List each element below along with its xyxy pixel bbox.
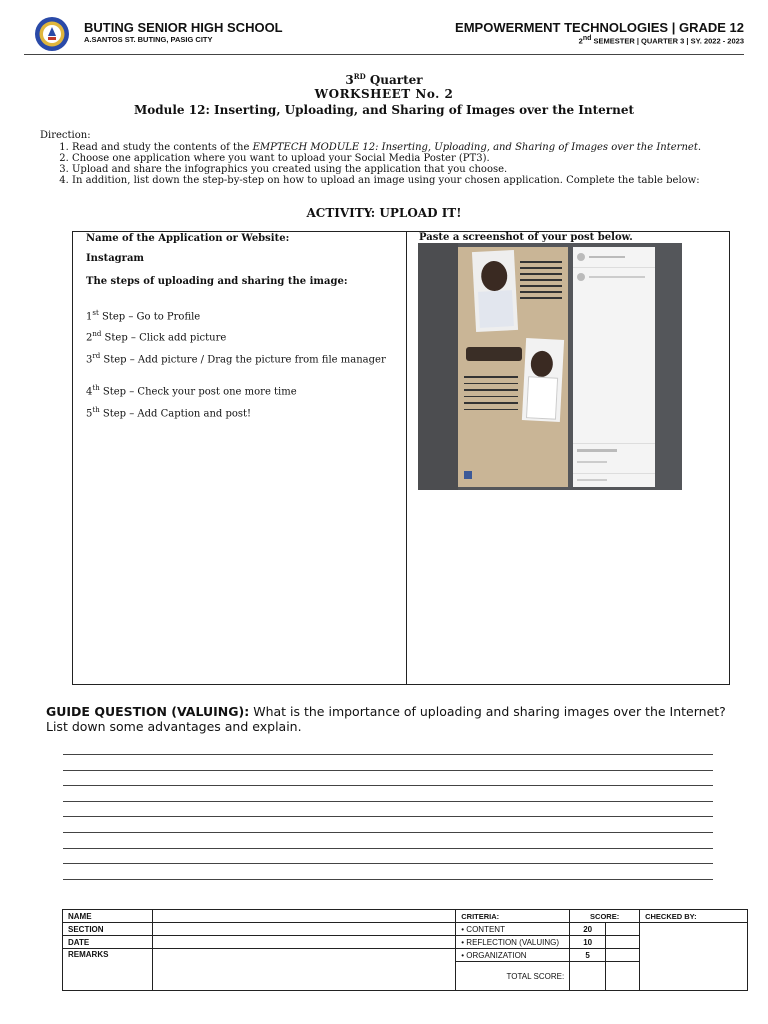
quarter-title: 3RD Quarter [345, 72, 423, 87]
total-score-label: TOTAL SCORE: [456, 962, 570, 991]
reflection-points: 10 [570, 936, 606, 949]
activity-title: ACTIVITY: UPLOAD IT! [306, 206, 462, 220]
criteria-label: CRITERIA: [456, 910, 570, 923]
reflection-score[interactable] [606, 936, 640, 949]
total-score-value[interactable] [570, 962, 606, 991]
school-name: BUTING SENIOR HIGH SCHOOL [84, 20, 283, 35]
criteria-content: • CONTENT [456, 923, 570, 936]
step-2: 2nd Step – Click add picture [86, 330, 227, 344]
app-name-label: Name of the Application or Website: [86, 233, 290, 244]
name-label: NAME [63, 910, 153, 923]
direction-item-1: 1. Read and study the contents of the EMPTECH MODULE 12: Inserting, Uploading, and Sharing of Images over the Internet. [72, 142, 762, 153]
direction-item-3: 3. Upload and share the infographics you created using the application that you choose. [72, 164, 762, 175]
direction-item-2: 2. Choose one application where you want to upload your Social Media Poster (PT3). [72, 153, 762, 164]
screenshot-gutter [655, 243, 682, 490]
section-label: SECTION [63, 923, 153, 936]
school-address: A.SANTOS ST. BUTING, PASIG CITY [84, 35, 213, 44]
score-label: SCORE: [570, 910, 640, 923]
criteria-organization: • ORGANIZATION [456, 949, 570, 962]
score-table [62, 909, 748, 991]
remarks-label: REMARKS [63, 949, 153, 991]
activity-table [72, 231, 730, 685]
directions-list [48, 142, 762, 186]
subject-title: EMPOWERMENT TECHNOLOGIES | GRADE 12 [455, 20, 744, 35]
facebook-icon [464, 471, 472, 479]
worksheet-title: WORKSHEET No. 2 [314, 87, 454, 101]
section-field[interactable] [152, 923, 455, 936]
screenshot-sidebar [418, 243, 458, 490]
table-divider [406, 232, 407, 684]
poster-photo-1 [472, 250, 518, 332]
poster-about-text [464, 371, 518, 415]
checked-by-field[interactable] [640, 923, 748, 991]
total-score-extra[interactable] [606, 962, 640, 991]
organization-score[interactable] [606, 949, 640, 962]
module-title: Module 12: Inserting, Uploading, and Sharing of Images over the Internet [133, 103, 635, 117]
header-divider [24, 54, 744, 55]
poster-text-block [520, 257, 562, 321]
screenshot-comment-panel [573, 247, 655, 487]
remarks-field[interactable] [152, 949, 455, 991]
content-points: 20 [570, 923, 606, 936]
step-1: 1st Step – Go to Profile [86, 309, 201, 323]
name-field[interactable] [152, 910, 455, 923]
criteria-reflection: • REFLECTION (VALUING) [456, 936, 570, 949]
school-seal-icon [34, 16, 70, 52]
step-5: 5th Step – Add Caption and post! [86, 406, 252, 420]
step-3: 3rd Step – Add picture / Drag the picture from file manager [86, 352, 386, 366]
screenshot-poster [458, 247, 568, 487]
poster-heading [466, 347, 522, 361]
semester-info: 2nd SEMESTER | QUARTER 3 | SY. 2022 - 2023 [578, 35, 744, 46]
post-screenshot [418, 243, 682, 490]
direction-item-4: 4. In addition, list down the step-by-step on how to upload an image using your chosen application. Complete the table below: [72, 175, 762, 186]
steps-label: The steps of uploading and sharing the image: [86, 276, 348, 287]
checked-by-label: CHECKED BY: [640, 910, 748, 923]
screenshot-label: Paste a screenshot of your post below. [419, 232, 633, 243]
direction-label: Direction: [40, 130, 91, 141]
organization-points: 5 [570, 949, 606, 962]
app-name-value: Instagram [86, 253, 144, 264]
date-label: DATE [63, 936, 153, 949]
step-4: 4th Step – Check your post one more time [86, 384, 297, 398]
date-field[interactable] [152, 936, 455, 949]
guide-question: GUIDE QUESTION (VALUING): What is the importance of uploading and sharing images over the Internet? List down some advantages and explain. [46, 704, 726, 734]
content-score[interactable] [606, 923, 640, 936]
answer-lines[interactable] [63, 754, 713, 894]
poster-photo-2 [522, 338, 564, 422]
